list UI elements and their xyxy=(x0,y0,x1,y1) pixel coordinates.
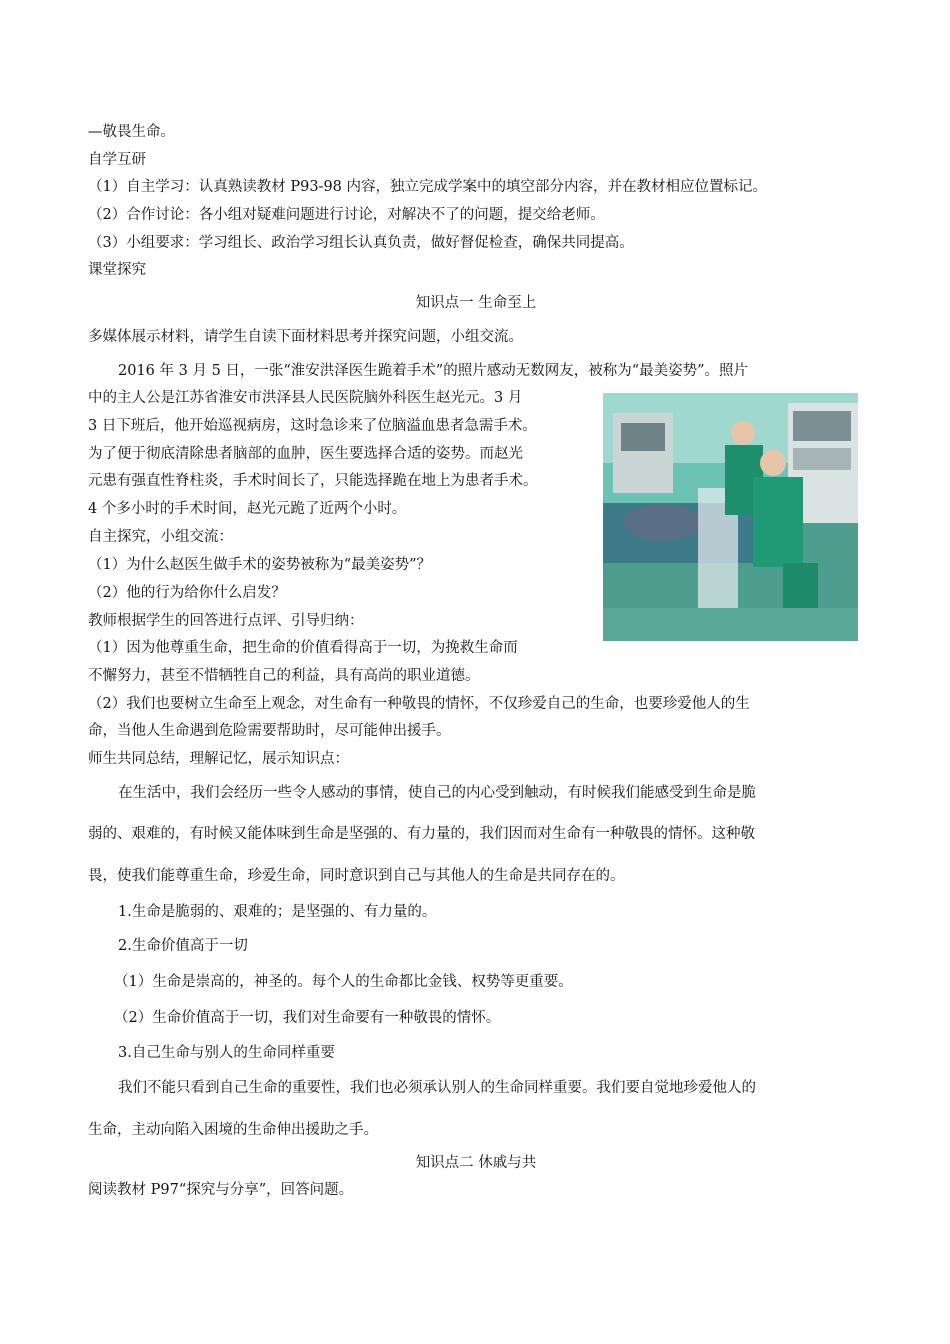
closing-line: 生命，主动向陷入困境的生命伸出援助之手。 xyxy=(88,1122,378,1138)
knowledge-point-item: （2）生命价值高于一切，我们对生命要有一种敬畏的情怀。 xyxy=(114,1010,501,1026)
knowledge-point-item: 3.自己生命与别人的生命同样重要 xyxy=(118,1045,335,1061)
paragraph-line: 畏，使我们能尊重生命，珍爱生命，同时意识到自己与其他人的生命是共同存在的。 xyxy=(88,868,625,884)
paragraph-line: 在生活中，我们会经历一些令人感动的事情，使自己的内心受到触动，有时候我们能感受到生命是脆 xyxy=(118,785,756,801)
story-line: 元患有强直性脊柱炎，手术时间长了，只能选择跪在地上为患者手术。 xyxy=(88,473,538,489)
surgery-photo-illustration xyxy=(603,393,858,641)
self-study-item: （2）合作讨论：各小组对疑难问题进行讨论，对解决不了的问题，提交给老师。 xyxy=(88,207,605,223)
knowledge-point-1-title: 知识点一 生命至上 xyxy=(415,295,537,311)
knowledge-point-item: （1）生命是崇高的，神圣的。每个人的生命都比金钱、权势等更重要。 xyxy=(114,974,573,990)
paragraph-line: 弱的、艰难的，有时候又能体味到生命是坚强的、有力量的，我们因而对生命有一种敬畏的情怀。这种敬 xyxy=(88,826,755,842)
answer-line: （2）我们也要树立生命至上观念，对生命有一种敬畏的情怀，不仅珍爱自己的生命，也要珍爱他人的生 xyxy=(88,696,750,712)
knowledge-point-item: 2.生命价值高于一切 xyxy=(118,938,248,954)
teacher-summary: 教师根据学生的回答进行点评、引导归纳： xyxy=(88,613,364,629)
kp2-instruction: 阅读教材 P97“探究与分享”，回答问题。 xyxy=(88,1182,354,1198)
surgery-photo xyxy=(603,393,858,641)
answer-line: 命，当他人生命遇到危险需要帮助时，尽可能伸出援手。 xyxy=(88,723,451,739)
story-line: 为了便于彻底清除患者脑部的血肿，医生要选择合适的姿势。而赵光 xyxy=(88,446,523,462)
knowledge-point-item: 1.生命是脆弱的、艰难的；是坚强的、有力量的。 xyxy=(118,904,437,920)
self-study-item: （1）自主学习：认真熟读教材 P93-98 内容，独立完成学案中的填空部分内容，并在教材相应位置标记。 xyxy=(88,179,767,195)
self-study-item: （3）小组要求：学习组长、政治学习组长认真负责，做好督促检查，确保共同提高。 xyxy=(88,235,634,251)
intro-line: —敬畏生命。 xyxy=(88,124,175,140)
story-line: 中的主人公是江苏省淮安市洪泽县人民医院脑外科医生赵光元。3 月 xyxy=(88,390,523,406)
explore-heading: 自主探究，小组交流： xyxy=(88,529,233,545)
answer-line: （1）因为他尊重生命，把生命的价值看得高于一切，为挽救生命而 xyxy=(88,640,518,656)
question-line: （2）他的行为给你什么启发？ xyxy=(88,585,286,601)
story-line: 2016 年 3 月 5 日，一张“淮安洪泽医生跪着手术”的照片感动无数网友，被称为“最美姿势”。照片 xyxy=(118,363,749,379)
joint-summary: 师生共同总结，理解记忆，展示知识点： xyxy=(88,751,349,767)
knowledge-point-2-title: 知识点二 休戚与共 xyxy=(415,1155,537,1171)
question-line: （1）为什么赵医生做手术的姿势被称为“最美姿势”？ xyxy=(88,557,432,573)
story-line: 3 日下班后，他开始巡视病房，这时急诊来了位脑溢血患者急需手术。 xyxy=(88,418,537,434)
media-intro: 多媒体展示材料，请学生自读下面材料思考并探究问题，小组交流。 xyxy=(88,329,523,345)
answer-line: 不懈努力，甚至不惜牺牲自己的利益，具有高尚的职业道德。 xyxy=(88,668,480,684)
closing-line: 我们不能只看到自己生命的重要性，我们也必须承认别人的生命同样重要。我们要自觉地珍爱他人的 xyxy=(118,1080,756,1096)
class-explore-heading: 课堂探究 xyxy=(88,262,146,278)
self-study-heading: 自学互研 xyxy=(88,152,146,168)
story-line: 4 个多小时的手术时间，赵光元跪了近两个小时。 xyxy=(88,501,407,517)
